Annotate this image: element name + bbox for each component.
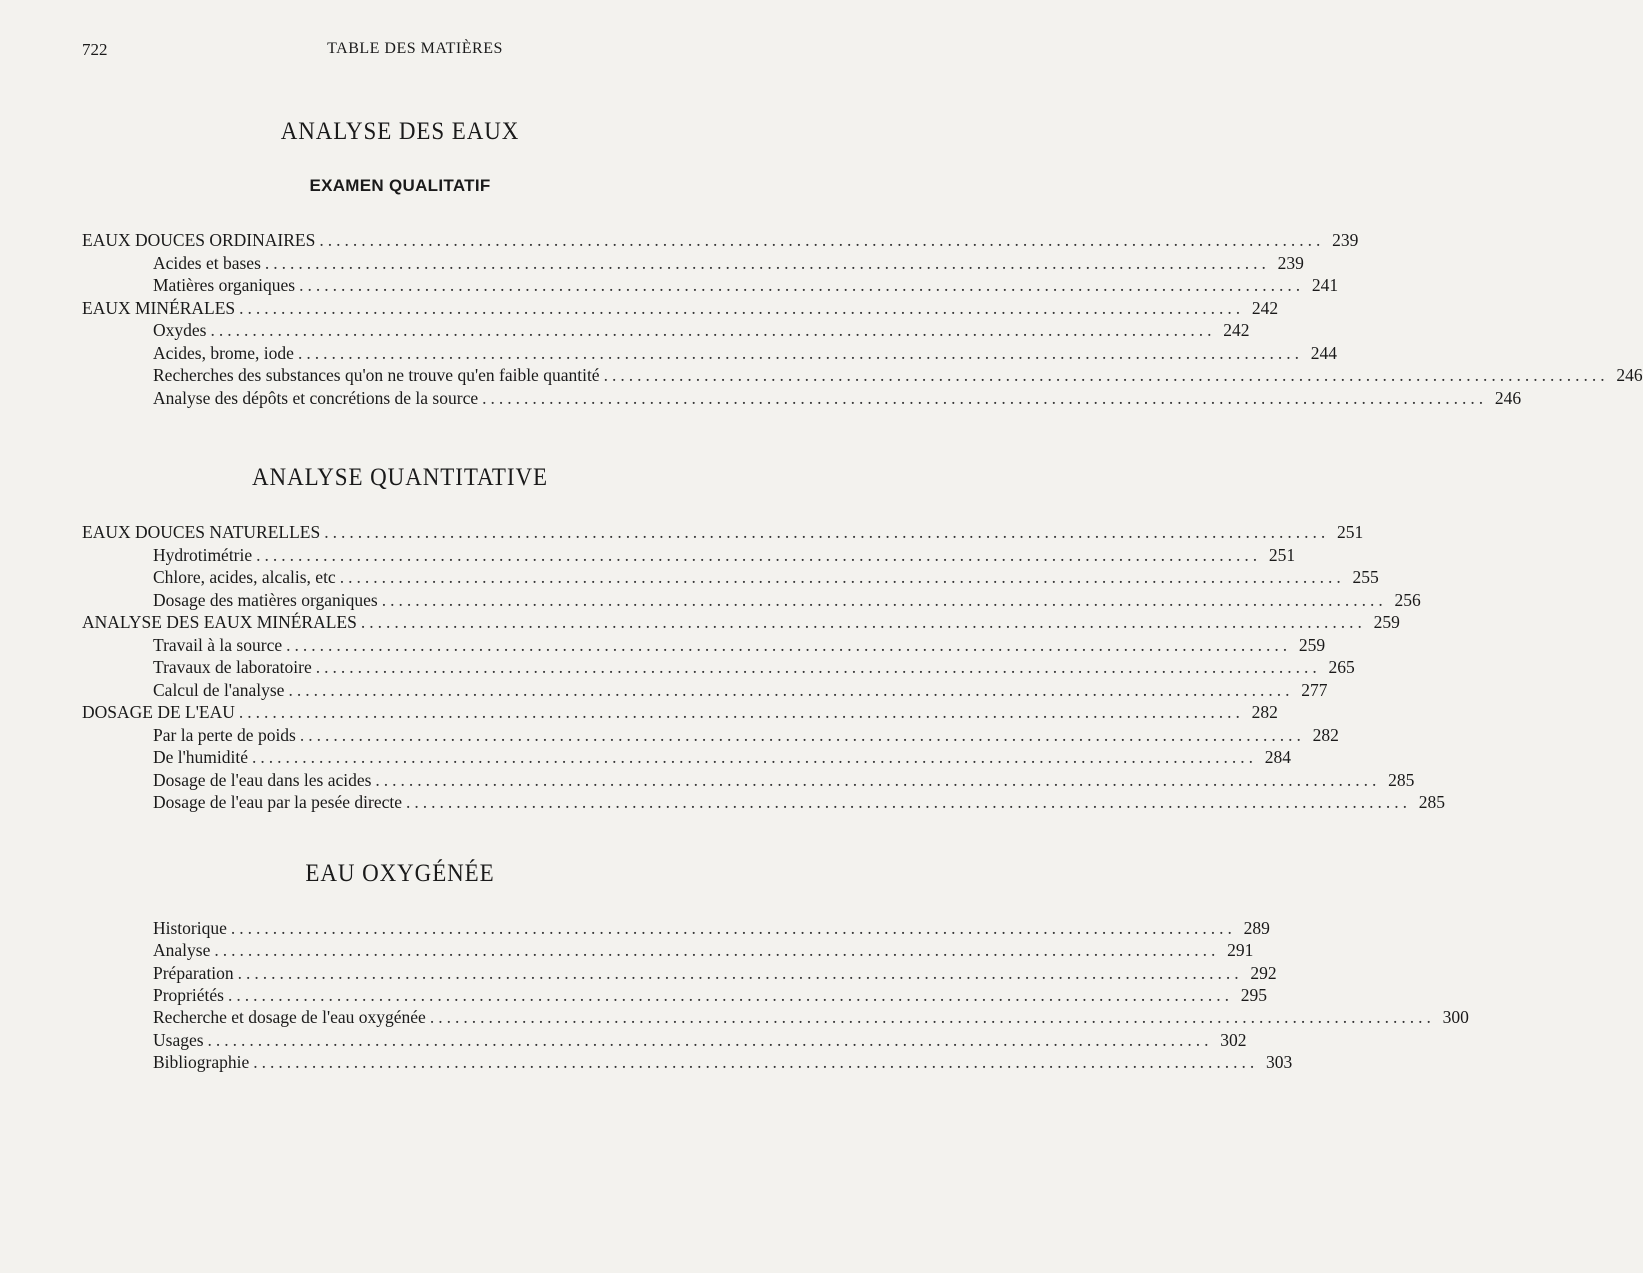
dot-leader: ........................................................................................................................ <box>264 252 1270 273</box>
toc-entry <box>153 589 1421 611</box>
dot-leader: ........................................................................................................................ <box>315 657 1321 677</box>
toc-entry-label: Dosage des matières organiques <box>153 589 378 610</box>
toc-entry <box>82 611 1400 633</box>
toc-entry <box>153 917 1270 939</box>
toc-entry <box>153 791 1445 813</box>
toc-entry <box>153 1051 1293 1073</box>
section-title: ANALYSE QUANTITATIVE <box>252 464 548 491</box>
toc-entry <box>153 364 1643 386</box>
toc-entry <box>153 634 1326 656</box>
dot-leader: ........................................................................................................................ <box>288 679 1294 700</box>
toc-entry-page: 302 <box>1220 1029 1247 1050</box>
toc-entry-page: 244 <box>1310 342 1337 363</box>
dot-leader: ........................................................................................................................ <box>297 342 1303 363</box>
toc-entry <box>82 297 1279 319</box>
toc-entry-page: 255 <box>1352 567 1379 587</box>
toc-entry-page: 291 <box>1227 940 1254 961</box>
toc-entry-label: Dosage de l'eau dans les acides <box>153 769 372 790</box>
toc-entry-page: 251 <box>1336 522 1364 542</box>
toc-entry-label: DOSAGE DE L'EAU <box>82 702 235 722</box>
dot-leader: ........................................................................................................................ <box>482 387 1488 408</box>
toc-entry-page: 282 <box>1251 702 1278 722</box>
toc-entry <box>153 1029 1247 1051</box>
toc-entry-label: Bibliographie <box>153 1051 250 1072</box>
toc-entry-page: 284 <box>1264 747 1292 767</box>
toc-entry-label: EAUX MINÉRALES <box>82 297 236 318</box>
toc-entry-page: 246 <box>1494 387 1522 408</box>
toc-entry <box>82 701 1278 723</box>
dot-leader: ........................................................................................................................ <box>319 230 1325 250</box>
dot-leader: ........................................................................................................................ <box>286 634 1292 655</box>
toc-entry <box>153 387 1522 409</box>
toc-entry-label: Acides, brome, iode <box>153 342 294 363</box>
toc-entry <box>153 939 1254 961</box>
toc-entry-label: Chlore, acides, alcalis, etc <box>153 567 336 587</box>
toc-entry <box>153 566 1379 588</box>
dot-leader: ........................................................................................................................ <box>237 962 1243 983</box>
toc-entry-label: Recherches des substances qu'on ne trouve qu'en faible quantité <box>153 365 600 385</box>
toc-entry-label: De l'humidité <box>153 747 249 767</box>
toc-entry-page: 285 <box>1418 792 1445 812</box>
running-title: TABLE DES MATIÈRES <box>327 40 503 57</box>
toc-entry <box>153 656 1355 678</box>
toc-entry-label: Par la perte de poids <box>153 724 296 745</box>
toc-entry <box>153 252 1304 274</box>
toc-entry <box>153 746 1292 768</box>
toc-entry-page: 241 <box>1311 275 1339 295</box>
dot-leader: ........................................................................................................................ <box>375 769 1381 790</box>
dot-leader: ........................................................................................................................ <box>299 724 1305 745</box>
toc-entry-page: 259 <box>1298 634 1326 655</box>
toc-entry <box>82 229 1359 251</box>
dot-leader: ........................................................................................................................ <box>253 1051 1259 1072</box>
toc-entry <box>153 769 1415 791</box>
dot-leader: ........................................................................................................................ <box>214 940 1220 961</box>
toc-entry <box>82 521 1364 543</box>
toc-entry-page: 251 <box>1268 544 1296 565</box>
toc-entry-label: Calcul de l'analyse <box>153 679 285 700</box>
toc-entry-page: 303 <box>1265 1051 1293 1072</box>
toc-entry-label: EAUX DOUCES ORDINAIRES <box>82 230 316 250</box>
dot-leader: ........................................................................................................................ <box>207 1029 1213 1050</box>
toc-entry-label: EAUX DOUCES NATURELLES <box>82 522 321 542</box>
toc-entry-page: 259 <box>1373 612 1400 632</box>
toc-entry-label: Acides et bases <box>153 252 261 273</box>
dot-leader: ........................................................................................................................ <box>339 567 1345 587</box>
toc-entry-label: Hydrotimétrie <box>153 544 253 565</box>
dot-leader: ........................................................................................................................ <box>238 702 1244 722</box>
dot-leader: ........................................................................................................................ <box>381 589 1387 610</box>
toc-entry <box>153 319 1250 341</box>
toc-entry <box>153 342 1337 364</box>
toc-entry-page: 265 <box>1328 657 1355 677</box>
toc-entry-label: Préparation <box>153 962 234 983</box>
dot-leader: ........................................................................................................................ <box>324 522 1330 542</box>
toc-entry-label: Analyse <box>153 940 211 961</box>
toc-entry-label: Propriétés <box>153 984 224 1005</box>
toc-entry-page: 239 <box>1277 252 1304 273</box>
toc-entry-label: Analyse des dépôts et concrétions de la source <box>153 387 479 408</box>
toc-entry <box>153 274 1339 296</box>
toc-entry-page: 300 <box>1442 1007 1469 1028</box>
subsection-title: EXAMEN QUALITATIF <box>309 176 491 195</box>
dot-leader: ........................................................................................................................ <box>252 747 1258 767</box>
toc-entry-page: 256 <box>1394 589 1421 610</box>
toc-entry-label: Recherche et dosage de l'eau oxygénée <box>153 1007 426 1028</box>
page-number: 722 <box>82 40 108 59</box>
dot-leader: ........................................................................................................................ <box>210 320 1216 340</box>
toc-entry-page: 242 <box>1251 297 1279 318</box>
dot-leader: ........................................................................................................................ <box>256 544 1262 565</box>
dot-leader: ........................................................................................................................ <box>299 275 1305 295</box>
toc-entry-page: 289 <box>1243 918 1270 938</box>
dot-leader: ........................................................................................................................ <box>239 297 1245 318</box>
toc-entry-page: 282 <box>1312 724 1339 745</box>
dot-leader: ........................................................................................................................ <box>230 918 1236 938</box>
section-title: EAU OXYGÉNÉE <box>305 860 495 887</box>
toc-entry <box>153 962 1277 984</box>
toc-entry-label: Travail à la source <box>153 634 283 655</box>
dot-leader: ........................................................................................................................ <box>227 984 1233 1005</box>
toc-entry <box>153 724 1339 746</box>
toc-entry-page: 295 <box>1240 984 1267 1005</box>
toc-entry-page: 277 <box>1301 679 1328 700</box>
toc-entry-label: ANALYSE DES EAUX MINÉRALES <box>82 612 357 632</box>
dot-leader: ........................................................................................................................ <box>406 792 1411 812</box>
toc-entry-label: Usages <box>153 1029 204 1050</box>
toc-entry <box>153 679 1328 701</box>
toc-entry <box>153 984 1267 1006</box>
dot-leader: ........................................................................................................................ <box>429 1007 1435 1028</box>
toc-entry-page: 239 <box>1332 230 1359 250</box>
toc-entry-label: Matières organiques <box>153 275 296 295</box>
toc-entry-label: Historique <box>153 918 227 938</box>
toc-entry-page: 246 <box>1616 365 1643 385</box>
section-title: ANALYSE DES EAUX <box>280 118 520 145</box>
toc-entry-page: 242 <box>1223 320 1250 340</box>
toc-entry-label: Oxydes <box>153 320 207 340</box>
toc-entry-label: Dosage de l'eau par la pesée directe <box>153 792 402 812</box>
toc-entry-label: Travaux de laboratoire <box>153 657 312 677</box>
toc-entry-page: 285 <box>1388 769 1415 790</box>
page-header <box>82 40 748 64</box>
dot-leader: ........................................................................................................................ <box>360 612 1366 632</box>
toc-entry-page: 292 <box>1250 962 1277 983</box>
toc-entry <box>153 1006 1469 1028</box>
dot-leader: ........................................................................................................................ <box>603 365 1609 385</box>
toc-entry <box>153 544 1296 566</box>
